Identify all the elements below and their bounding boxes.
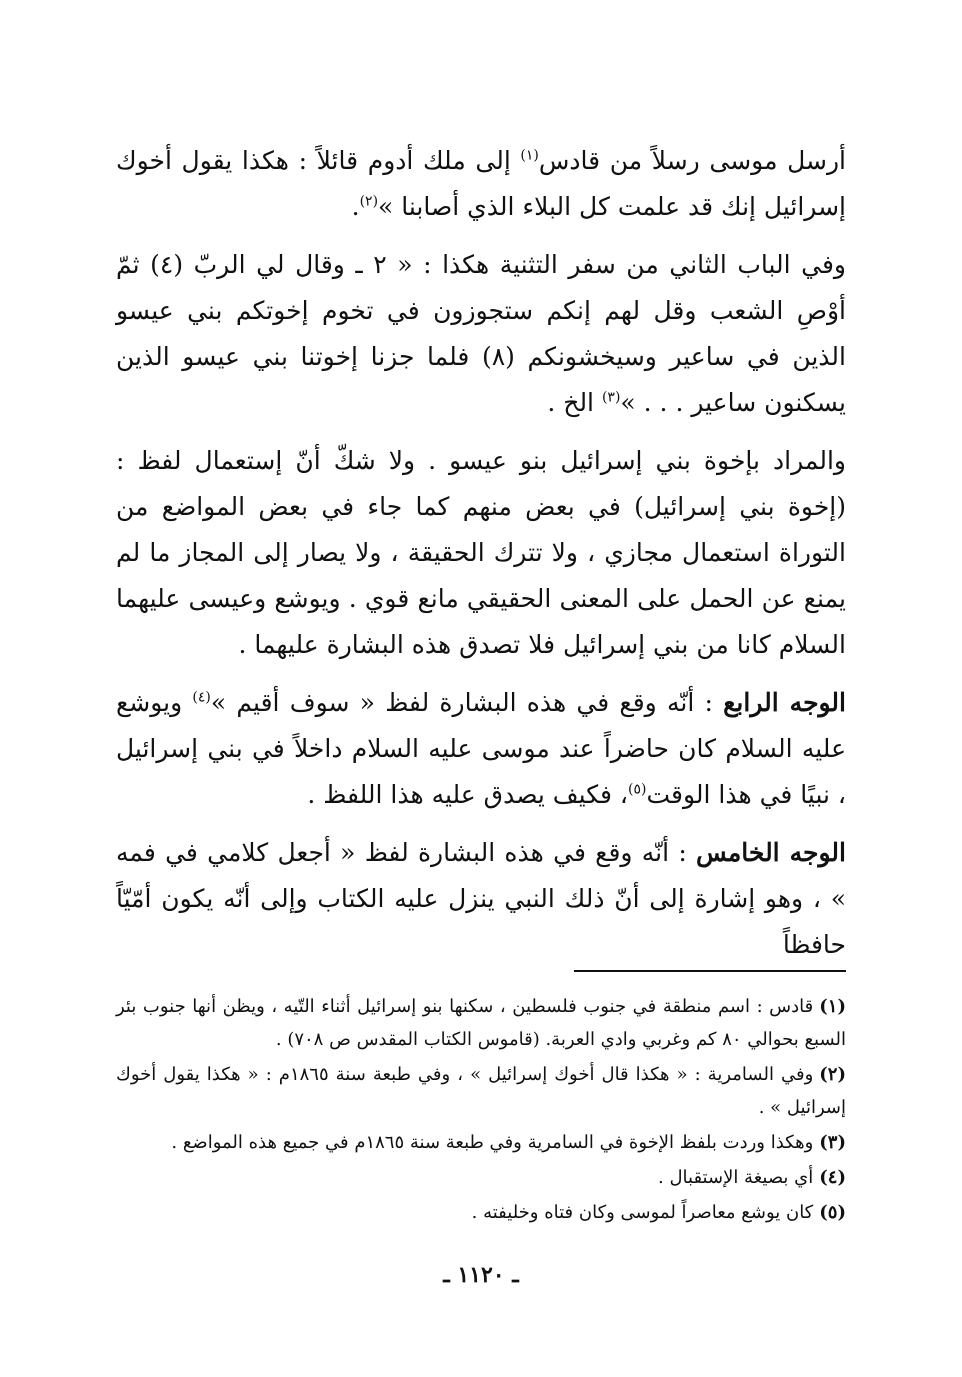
paragraph-text: ويوشع عليه السلام كان حاضراً عند موسى عليه السلام داخلاً في بني إسرائيل ، نبيًا في هذا الوقت bbox=[116, 688, 846, 809]
paragraph-text: . bbox=[351, 192, 360, 221]
footnotes-section bbox=[116, 990, 846, 1231]
page-number: ـ ١١٢٠ ـ bbox=[443, 1262, 519, 1288]
paragraph-text: إلى ملك أدوم قائلاً : هكذا يقول أخوك إسرائيل إنك قد علمت كل البلاء الذي أصابنا » bbox=[116, 146, 846, 221]
paragraph-text: الخ . bbox=[547, 388, 602, 417]
section-heading: الوجه الرابع bbox=[723, 688, 846, 717]
paragraph-text: وفي الباب الثاني من سفر التثنية هكذا : « ٢ ـ وقال لي الربّ (٤) ثمّ أوْصِ الشعب وقل لهم إنكم ستجوزون في تخوم إخوتكم بني عيسو الذين في ساعير وسيخشونكم (٨) فلما جزنا إخوتنا بني عيسو الذين يسكنون ساعير . . . » bbox=[116, 250, 847, 417]
footnote-ref[interactable]: (١) bbox=[520, 147, 539, 164]
footnote-item bbox=[116, 990, 846, 1056]
footnote-text: أي بصيغة الإستقبال . bbox=[658, 1167, 814, 1188]
footnote-item bbox=[116, 1196, 846, 1229]
body-paragraph bbox=[116, 242, 846, 426]
paragraph-text: : أنّه وقع في هذه البشارة لفظ « سوف أقيم » bbox=[210, 688, 724, 717]
footnote-ref[interactable]: (٥) bbox=[627, 781, 647, 798]
paragraph-text: والمراد بإخوة بني إسرائيل بنو عيسو . ولا شكّ أنّ إستعمال لفظ : (إخوة بني إسرائيل) في بعض منهم كما جاء في بعض المواضع من التوراة استعمال مجازي ، ولا تترك الحقيقة ، ولا يصار إلى المجاز ما لم يمنع عن الحمل على المعنى الحقيقي مانع قوي . ويوشع وعيسى عليهما السلام كانا من بني إسرائيل فلا تصدق هذه البشارة عليهما . bbox=[116, 446, 846, 659]
footnote-item bbox=[116, 1058, 846, 1124]
footnote-text: كان يوشع معاصراً لموسى وكان فتاه وخليفته . bbox=[471, 1202, 814, 1223]
footnote-number: (٢) bbox=[819, 1064, 846, 1085]
footnote-number: (٣) bbox=[819, 1132, 846, 1153]
body-paragraph bbox=[116, 138, 846, 230]
paragraph-text: : أنّه وقع في هذه البشارة لفظ « أجعل كلامي في فمه » ، وهو إشارة إلى أنّ ذلك النبي ينزل عليه الكتاب وإلى أنّه يكون أمّيّاً حافظاً bbox=[116, 838, 846, 959]
body-paragraph bbox=[116, 438, 846, 668]
footnote-number: (٤) bbox=[819, 1167, 846, 1188]
footnote-ref[interactable]: (٢) bbox=[359, 193, 379, 210]
footnote-number: (٥) bbox=[819, 1202, 846, 1223]
main-text-body bbox=[116, 138, 846, 980]
footnote-item bbox=[116, 1126, 846, 1159]
footnote-text: وفي السامرية : « هكذا قال أخوك إسرائيل » ، وفي طبعة سنة ١٨٦٥م : « هكذا يقول أخوك إسرائيل » . bbox=[116, 1064, 846, 1118]
section-heading: الوجه الخامس bbox=[696, 838, 846, 867]
paragraph-text: أرسل موسى رسلاً من قادس bbox=[538, 146, 846, 175]
body-paragraph bbox=[116, 830, 846, 968]
footnote-number: (١) bbox=[819, 996, 846, 1017]
footnote-ref[interactable]: (٤) bbox=[192, 689, 211, 706]
footnote-divider bbox=[574, 970, 846, 972]
footnote-text: وهكذا وردت بلفظ الإخوة في السامرية وفي طبعة سنة ١٨٦٥م في جميع هذه المواضع . bbox=[171, 1132, 814, 1153]
footnote-text: قادس : اسم منطقة في جنوب فلسطين ، سكنها بنو إسرائيل أثناء التّيه ، ويظن أنها جنوب بئر السبع بحوالي ٨٠ كم وغربي وادي العربة. (قاموس الكتاب المقدس ص ٧٠٨) . bbox=[116, 996, 846, 1050]
paragraph-text: ، فكيف يصدق عليه هذا اللفظ . bbox=[307, 780, 628, 809]
body-paragraph bbox=[116, 680, 846, 818]
footnote-ref[interactable]: (٣) bbox=[601, 389, 621, 406]
footnote-item bbox=[116, 1161, 846, 1194]
